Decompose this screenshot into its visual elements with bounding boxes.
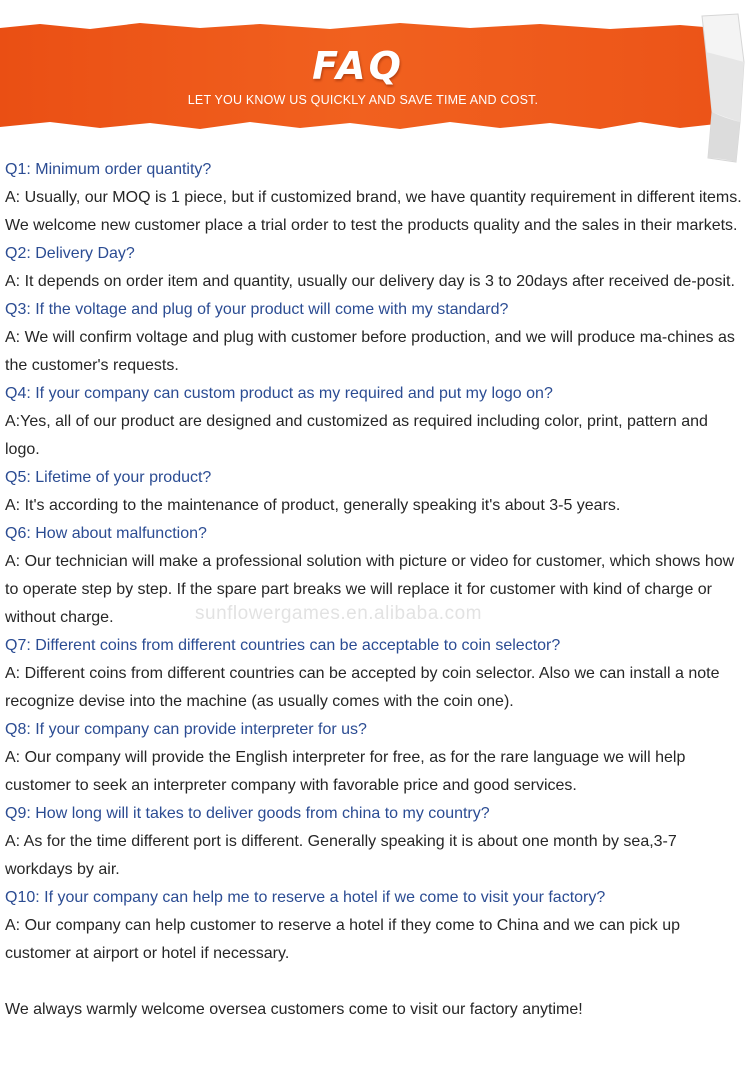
answer-3: A: We will confirm voltage and plug with customer before production, and we will produce ma-chines as the customer's requests. bbox=[5, 329, 735, 374]
watermark: sunflowergames.en.alibaba.com bbox=[195, 603, 482, 624]
question-4: Q4: If your company can custom product as my required and put my logo on? bbox=[5, 385, 553, 402]
question-10: Q10: If your company can help me to reserve a hotel if we come to visit your factory? bbox=[5, 889, 606, 906]
answer-5: A: It's according to the maintenance of product, generally speaking it's about 3-5 years. bbox=[5, 497, 621, 514]
answer-10: A: Our company can help customer to reserve a hotel if they come to China and we can pick up customer at airport or hotel if necessary. bbox=[5, 917, 681, 962]
question-7: Q7: Different coins from different countries can be acceptable to coin selector? bbox=[5, 637, 561, 654]
answer-7: A: Different coins from different countries can be accepted by coin selector. Also we can install a note recognize devise into the machine (as usually comes with the coin one). bbox=[5, 665, 720, 710]
question-3: Q3: If the voltage and plug of your product will come with my standard? bbox=[5, 301, 509, 318]
answer-2: A: It depends on order item and quantity, usually our delivery day is 3 to 20days after received de-posit. bbox=[5, 273, 735, 290]
question-5: Q5: Lifetime of your product? bbox=[5, 469, 212, 486]
page-subtitle: LET YOU KNOW US QUICKLY AND SAVE TIME AND COST. bbox=[187, 93, 539, 107]
question-8: Q8: If your company can provide interpreter for us? bbox=[5, 721, 367, 738]
closing-message: We always warmly welcome oversea customers come to visit our factory anytime! bbox=[5, 1001, 583, 1018]
faq-banner bbox=[0, 22, 716, 130]
faq-content bbox=[5, 156, 747, 1024]
answer-9: A: As for the time different port is different. Generally speaking it is about one month by sea,3-7 workdays by air. bbox=[5, 833, 677, 878]
answer-8: A: Our company will provide the English interpreter for free, as for the rare language we will help customer to seek an interpreter company with favorable price and good services. bbox=[5, 749, 686, 794]
answer-1: A: Usually, our MOQ is 1 piece, but if customized brand, we have quantity requirement in different items. We welcome new customer place a trial order to test the products quality and the sales in their markets. bbox=[5, 189, 742, 234]
question-1: Q1: Minimum order quantity? bbox=[5, 161, 212, 178]
question-9: Q9: How long will it takes to deliver goods from china to my country? bbox=[5, 805, 490, 822]
answer-4: A:Yes, all of our product are designed and customized as required including color, print, pattern and logo. bbox=[5, 413, 708, 458]
answer-6: A: Our technician will make a professional solution with picture or video for customer, which shows how to operate step by step. If the spare part breaks we will replace it for customer with kind of charge or without charge. bbox=[5, 553, 735, 626]
question-2: Q2: Delivery Day? bbox=[5, 245, 135, 262]
paper-curl-icon bbox=[692, 12, 750, 164]
page-title: FAQ bbox=[312, 44, 404, 88]
question-6: Q6: How about malfunction? bbox=[5, 525, 207, 542]
